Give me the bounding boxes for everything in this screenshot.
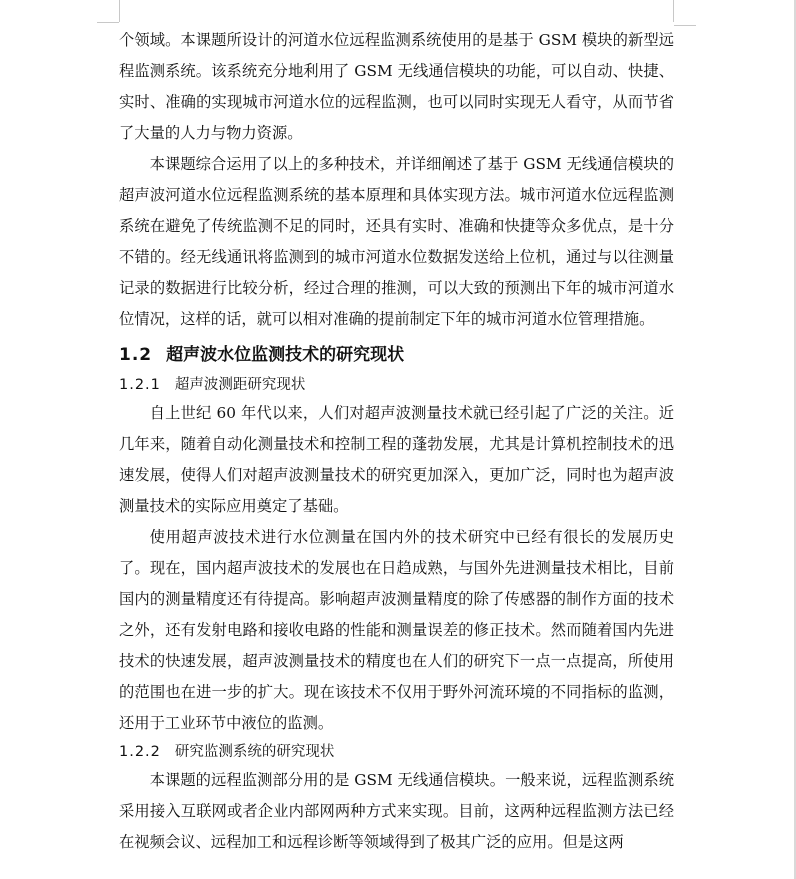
subsection-title: 研究监测系统的研究现状 [174,744,335,760]
document-body [119,25,674,858]
crop-mark-top-right-vertical [673,0,674,22]
subsection-heading-1-2-2 [119,739,674,765]
section-heading-1-2 [119,338,674,372]
crop-mark-top-left-horizontal [97,22,119,23]
subsection-number: 1.2.1 [119,377,161,393]
subsection-title: 超声波测距研究现状 [174,377,306,393]
crop-mark-top-left-vertical [119,0,120,22]
section-number: 1.2 [119,345,153,365]
subsection-number: 1.2.2 [119,744,161,760]
paragraph-1-2-2-a: 本课题的远程监测部分用的是 GSM 无线通信模块。一般来说，远程监测系统采用接入互联网或者企业内部网两种方式来实现。目前，这两种远程监测方法已经在视频会议、远程加工和远程诊断等领域得到了极其广泛的应用。但是这两 [119,771,674,851]
crop-mark-top-right-horizontal [674,25,696,26]
subsection-heading-1-2-1 [119,372,674,398]
paragraph-intro-1: 个领域。本课题所设计的河道水位远程监测系统使用的是基于 GSM 模块的新型远程监测系统。该系统充分地利用了 GSM 无线通信模块的功能，可以自动、快捷、实时、准确的实现城市河道水位的远程监测，也可以同时实现无人看守，从而节省了大量的人力与物力资源。 [119,31,674,142]
section-title: 超声波水位监测技术的研究现状 [166,345,405,365]
paragraph-1-2-1-a: 自上世纪 60 年代以来，人们对超声波测量技术就已经引起了广泛的关注。近几年来，随着自动化测量技术和控制工程的蓬勃发展，尤其是计算机控制技术的迅速发展，使得人们对超声波测量技术的研究更加深入，更加广泛，同时也为超声波测量技术的实际应用奠定了基础。 [119,404,674,515]
paragraph-1-2-1-b: 使用超声波技术进行水位测量在国内外的技术研究中已经有很长的发展历史了。现在，国内超声波技术的发展也在日趋成熟，与国外先进测量技术相比，目前国内的测量精度还有待提高。影响超声波测量精度的除了传感器的制作方面的技术之外，还有发射电路和接收电路的性能和测量误差的修正技术。然而随着国内先进技术的快速发展，超声波测量技术的精度也在人们的研究下一点一点提高，所使用的范围也在进一步的扩大。现在该技术不仅用于野外河流环境的不同指标的监测，还用于工业环节中液位的监测。 [119,528,674,732]
paragraph-intro-2: 本课题综合运用了以上的多种技术，并详细阐述了基于 GSM 无线通信模块的超声波河道水位远程监测系统的基本原理和具体实现方法。城市河道水位远程监测系统在避免了传统监测不足的同时，还具有实时、准确和快捷等众多优点，是十分不错的。经无线通讯将监测到的城市河道水位数据发送给上位机，通过与以往测量记录的数据进行比较分析，经过合理的推测，可以大致的预测出下年的城市河道水位情况，这样的话，就可以相对准确的提前制定下年的城市河道水位管理措施。 [119,155,674,328]
